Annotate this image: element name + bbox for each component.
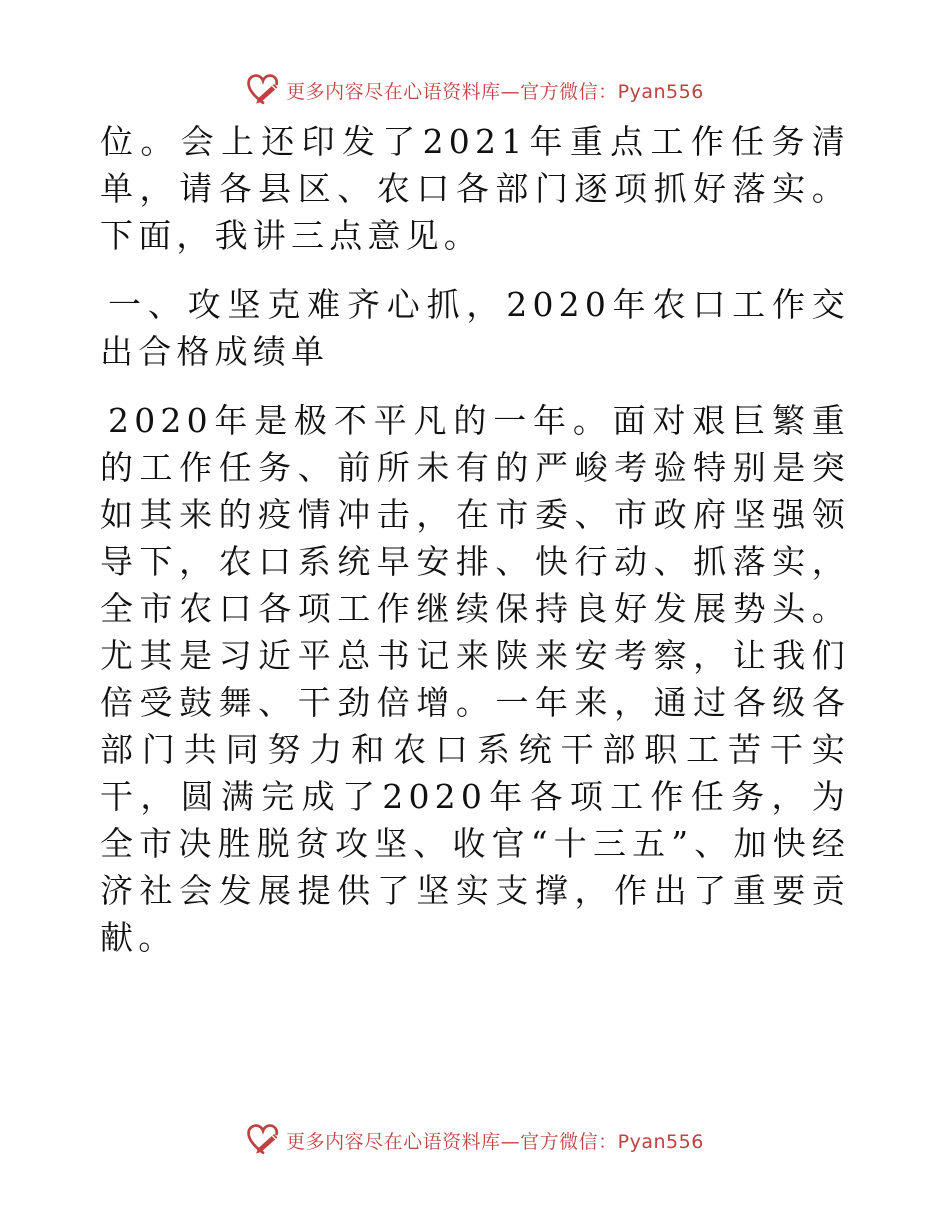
document-body xyxy=(100,118,850,961)
footer-watermark xyxy=(0,1120,950,1160)
watermark-text: 更多内容尽在心语资料库—官方微信：Pyan556 xyxy=(286,1130,704,1153)
paragraph-continuation: 位。会上还印发了2021年重点工作任务清单，请各县区、农口各部门逐项抓好落实。下面，我讲三点意见。 xyxy=(100,122,850,255)
section-heading: 一、攻坚克难齐心抓，2020年农口工作交出合格成绩单 xyxy=(100,285,850,371)
heart-pen-logo-icon xyxy=(246,73,280,107)
header-watermark xyxy=(0,70,950,110)
heart-pen-logo-icon xyxy=(246,1123,280,1157)
paragraph-body: 2020年是极不平凡的一年。面对艰巨繁重的工作任务、前所未有的严峻考验特别是突如其来的疫情冲击，在市委、市政府坚强领导下，农口系统早安排、快行动、抓落实，全市农口各项工作继续保持良好发展势头。尤其是习近平总书记来陕来安考察，让我们倍受鼓舞、干劲倍增。一年来，通过各级各部门共同努力和农口系统干部职工苦干实干，圆满完成了2020年各项工作任务，为全市决胜脱贫攻坚、收官“十三五”、加快经济社会发展提供了坚实支撑，作出了重要贡献。 xyxy=(100,401,850,957)
watermark-text: 更多内容尽在心语资料库—官方微信：Pyan556 xyxy=(286,80,704,103)
